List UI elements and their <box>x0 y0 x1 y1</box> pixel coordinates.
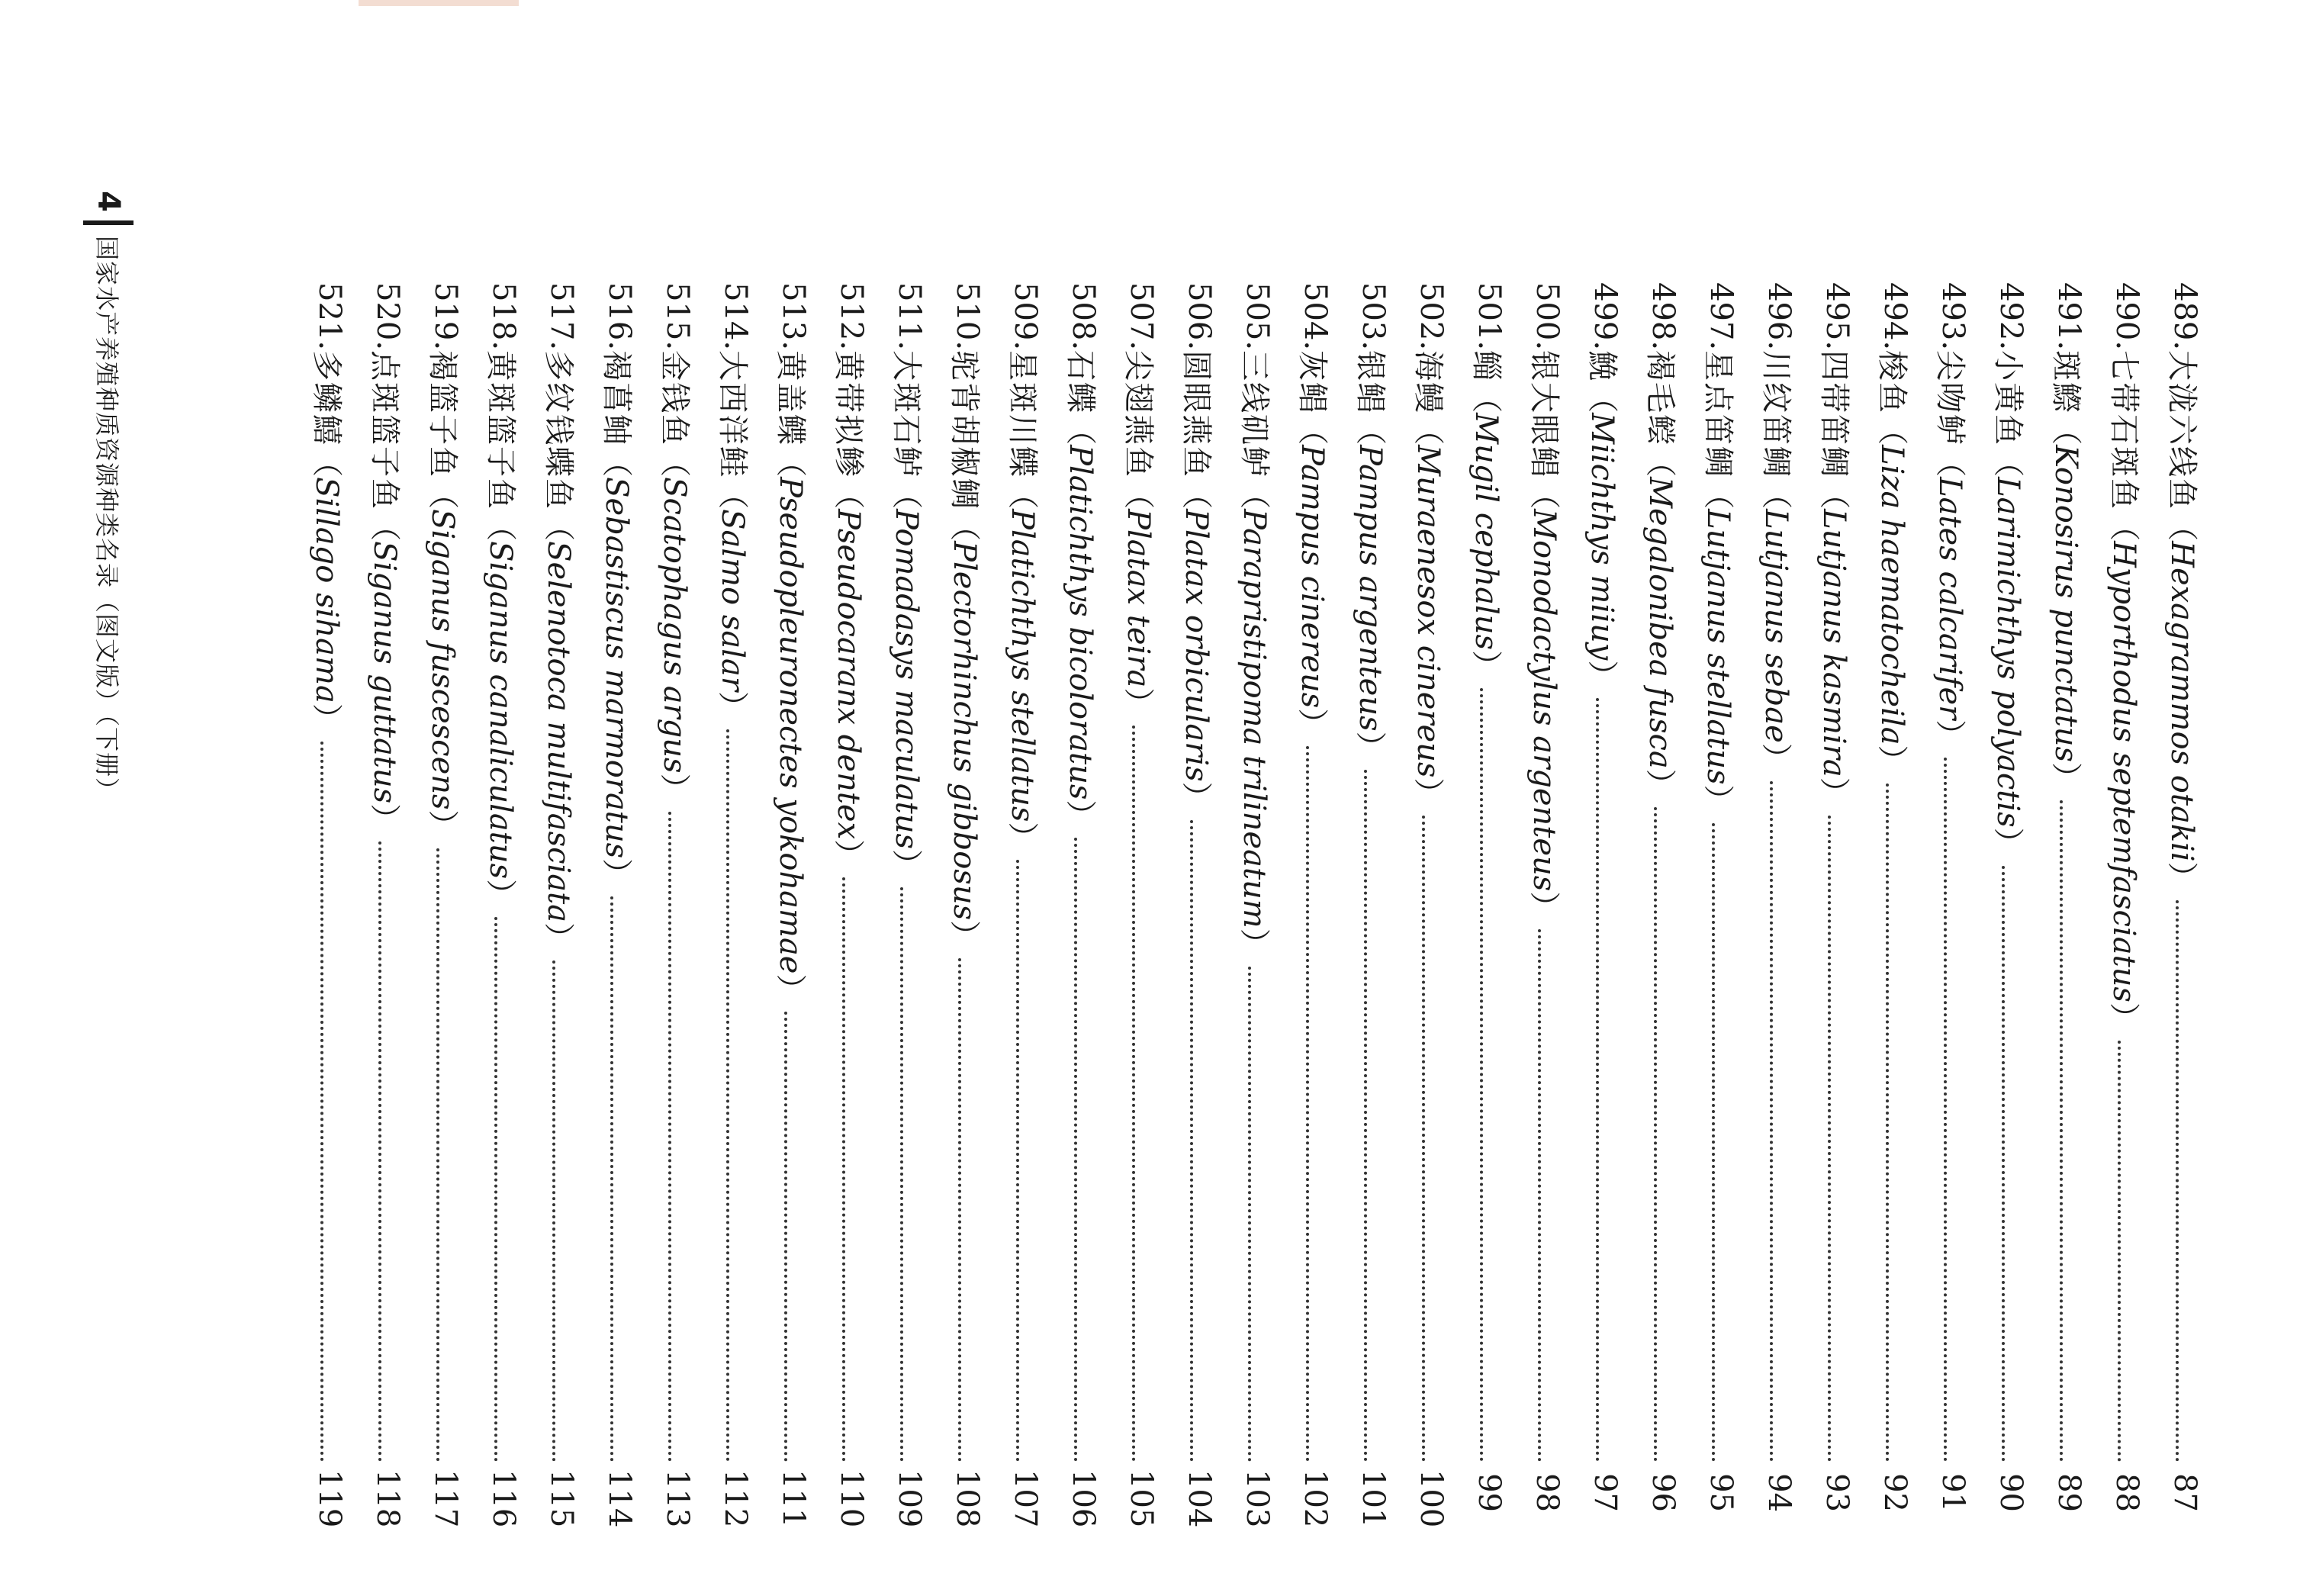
table-of-contents <box>301 282 2214 1528</box>
entry-page-number: 115 <box>544 1469 579 1528</box>
entry-page-number: 111 <box>776 1469 811 1528</box>
scientific-name-text: Pampus argenteus <box>1353 445 1388 732</box>
scientific-name: （Selenotoca multifasciata） <box>541 510 577 954</box>
entry-number: 509. <box>1008 282 1043 351</box>
entry-page-number: 87 <box>2167 1473 2202 1512</box>
header-divider <box>83 220 133 225</box>
toc-entry <box>1170 282 1228 1528</box>
dot-leader <box>1944 758 1947 1462</box>
entry-page-number: 99 <box>1472 1473 1507 1512</box>
entry-page-number: 100 <box>1414 1469 1449 1528</box>
scientific-name-text: Parapristipoma trilineatum <box>1237 509 1272 928</box>
dot-leader <box>436 848 439 1462</box>
scientific-name: （Monodactylus argenteus） <box>1526 478 1562 922</box>
common-name: 大西洋鲑 <box>715 350 751 479</box>
common-name: 黄带拟鲹 <box>831 350 867 479</box>
scientific-name-text: Megalonibea fusca <box>1642 477 1678 769</box>
entry-number: 518. <box>486 282 521 351</box>
common-name: 梭鱼 <box>1874 350 1910 415</box>
dot-leader <box>1422 816 1425 1462</box>
common-name: 尖翅燕鱼 <box>1121 350 1156 479</box>
common-name: 多鳞鱚 <box>309 350 345 447</box>
scientific-name-text: Salmo salar <box>715 509 751 691</box>
scientific-name: （Platax teira） <box>1121 478 1156 719</box>
scientific-name: （Hexagrammos otakii） <box>2164 510 2200 893</box>
scientific-name: （Siganus fuscescens） <box>425 478 461 841</box>
scientific-name: （Siganus guttatus） <box>367 510 403 835</box>
scientific-name-text: Lutjanus kasmira <box>1816 509 1852 777</box>
scientific-name-text: Muraenesox cinereus <box>1411 445 1446 778</box>
toc-entry <box>359 282 417 1528</box>
toc-entry <box>1402 282 1460 1528</box>
toc-entry <box>1634 282 1692 1512</box>
scientific-name-text: Miichthys miiuy <box>1584 413 1620 661</box>
toc-entry <box>532 282 590 1528</box>
dot-leader <box>1364 770 1367 1462</box>
scientific-name-text: Sillago sihama <box>309 477 345 703</box>
common-name: 尖吻鲈 <box>1932 350 1968 447</box>
common-name: 三线矶鲈 <box>1237 350 1272 479</box>
common-name: 圆眼燕鱼 <box>1179 350 1214 479</box>
entry-number: 498. <box>1645 282 1681 351</box>
entry-number: 520. <box>370 282 405 351</box>
scientific-name: （Salmo salar） <box>715 478 751 722</box>
common-name: 鲻 <box>1468 350 1504 383</box>
scientific-name-text: Platax orbicularis <box>1179 509 1214 782</box>
common-name: 多纹钱蝶鱼 <box>541 350 577 511</box>
toc-entry <box>590 282 648 1528</box>
entry-number: 501. <box>1472 282 1507 351</box>
entry-page-number: 106 <box>1066 1469 1101 1528</box>
entry-page-number: 107 <box>1008 1469 1043 1528</box>
dot-leader <box>842 877 845 1462</box>
scientific-name: （Sillago sihama） <box>309 446 345 734</box>
entry-page-number: 112 <box>718 1469 753 1528</box>
dot-leader <box>2176 900 2179 1462</box>
dot-leader <box>2118 1041 2121 1462</box>
common-name: 小黄鱼 <box>1990 350 2026 447</box>
dot-leader <box>900 887 903 1462</box>
entry-number: 493. <box>1935 282 1970 351</box>
toc-entry <box>1982 282 2040 1512</box>
scientific-name: （Pseudopleuronectes yokohamae） <box>773 446 809 1005</box>
entry-number: 521. <box>312 282 347 351</box>
entry-page-number: 108 <box>950 1469 985 1528</box>
scientific-name-text: Scatophagus argus <box>657 477 693 774</box>
entry-page-number: 103 <box>1240 1469 1275 1528</box>
entry-page-number: 104 <box>1182 1469 1217 1528</box>
entry-page-number: 90 <box>1993 1473 2028 1512</box>
scientific-name-text: Monodactylus argenteus <box>1526 509 1562 892</box>
dot-leader <box>320 742 323 1462</box>
entry-number: 517. <box>544 282 579 351</box>
common-name: 四带笛鲷 <box>1816 350 1852 479</box>
dot-leader <box>1248 967 1251 1462</box>
dot-leader <box>494 917 497 1462</box>
scientific-name-text: Siganus fuscescens <box>425 509 461 810</box>
common-name: 灰鲳 <box>1295 350 1330 415</box>
entry-number: 512. <box>834 282 869 351</box>
entry-number: 507. <box>1124 282 1159 351</box>
toc-entry <box>1750 282 1808 1512</box>
running-header <box>82 187 135 1255</box>
scientific-name: （Pseudocaranx dentex） <box>831 478 867 870</box>
entry-number: 489. <box>2167 282 2202 351</box>
scientific-name-text: Hyporthodus septemfasciatus <box>2106 541 2142 1002</box>
scientific-name-text: Mugil cephalus <box>1468 413 1504 651</box>
scientific-name: （Plectorhinchus gibbosus） <box>947 510 983 951</box>
common-name: 金钱鱼 <box>657 350 693 447</box>
toc-entry <box>474 282 532 1528</box>
entry-number: 506. <box>1182 282 1217 351</box>
entry-page-number: 118 <box>370 1469 405 1528</box>
entry-number: 508. <box>1066 282 1101 351</box>
toc-entry <box>938 282 996 1528</box>
toc-entry <box>2156 282 2214 1512</box>
scientific-name-text: Lutjanus stellatus <box>1700 509 1736 785</box>
entry-number: 516. <box>602 282 637 351</box>
entry-page-number: 91 <box>1935 1473 1970 1512</box>
scientific-name-text: Pampus cinereus <box>1295 445 1330 709</box>
entry-number: 510. <box>950 282 985 351</box>
scientific-name: （Platax orbicularis） <box>1179 478 1214 812</box>
scientific-name: （Hyporthodus septemfasciatus） <box>2106 510 2142 1033</box>
dot-leader <box>378 841 381 1462</box>
entry-number: 515. <box>660 282 695 351</box>
entry-page-number: 89 <box>2051 1473 2086 1512</box>
toc-entry <box>1286 282 1344 1528</box>
toc-entry <box>1692 282 1750 1512</box>
common-name: 石鲽 <box>1063 350 1099 415</box>
common-name: 大泷六线鱼 <box>2164 350 2200 511</box>
scientific-name: （Lutjanus sebae） <box>1758 478 1794 774</box>
scientific-name-text: Pomadasys maculatus <box>889 509 925 849</box>
dot-leader <box>1770 781 1773 1462</box>
entry-number: 504. <box>1298 282 1333 351</box>
entry-number: 496. <box>1761 282 1797 351</box>
entry-number: 513. <box>776 282 811 351</box>
entry-number: 494. <box>1877 282 1912 351</box>
toc-entry <box>1228 282 1286 1528</box>
dot-leader <box>1886 784 1889 1462</box>
toc-entry <box>706 282 764 1528</box>
toc-entry <box>822 282 880 1528</box>
toc-entry <box>417 282 474 1528</box>
scientific-name: （Megalonibea fusca） <box>1642 446 1678 800</box>
dot-leader <box>1132 726 1135 1462</box>
entry-number: 497. <box>1703 282 1739 351</box>
entry-number: 503. <box>1356 282 1391 351</box>
scientific-name-text: Platax teira <box>1121 509 1156 688</box>
entry-page-number: 117 <box>428 1469 463 1528</box>
entry-number: 499. <box>1587 282 1623 351</box>
scientific-name: （Parapristipoma trilineatum） <box>1237 478 1272 959</box>
dot-leader <box>726 729 729 1462</box>
scientific-name: （Konosirus punctatus） <box>2048 414 2084 793</box>
dot-leader <box>1306 746 1309 1462</box>
page-number: 4 <box>91 191 126 212</box>
common-name: 七带石斑鱼 <box>2106 350 2142 511</box>
common-name: 海鳗 <box>1411 350 1446 415</box>
common-name: 鮸 <box>1584 350 1620 383</box>
entry-page-number: 97 <box>1587 1473 1623 1512</box>
scientific-name-text: Larimichthys polyactis <box>1990 477 2026 828</box>
common-name: 川纹笛鲷 <box>1758 350 1794 479</box>
entry-page-number: 102 <box>1298 1469 1333 1528</box>
scientific-name: （Pomadasys maculatus） <box>889 478 925 880</box>
toc-entry <box>1924 282 1982 1512</box>
scientific-name-text: Hexagrammos otakii <box>2164 541 2200 862</box>
scientific-name-text: Siganus guttatus <box>367 541 403 804</box>
entry-page-number: 95 <box>1703 1473 1739 1512</box>
toc-entry <box>301 282 359 1528</box>
dot-leader <box>784 1012 787 1462</box>
entry-page-number: 105 <box>1124 1469 1159 1528</box>
scientific-name: （Liza haematocheila） <box>1874 414 1910 776</box>
dot-leader <box>1712 823 1715 1462</box>
dot-leader <box>1190 820 1193 1462</box>
scientific-name: （Lutjanus kasmira） <box>1816 478 1852 808</box>
dot-leader <box>552 960 555 1462</box>
scientific-name-text: Pseudopleuronectes yokohamae <box>773 477 809 974</box>
entry-page-number: 116 <box>486 1469 521 1528</box>
dot-leader <box>610 896 613 1462</box>
entry-number: 519. <box>428 282 463 351</box>
common-name: 黄盖鲽 <box>773 350 809 447</box>
entry-number: 502. <box>1414 282 1449 351</box>
scientific-name-text: Sebastiscus marmoratus <box>599 477 635 859</box>
entry-page-number: 98 <box>1530 1473 1565 1512</box>
scientific-name: （Sebastiscus marmoratus） <box>599 446 635 890</box>
entry-page-number: 96 <box>1645 1473 1681 1512</box>
common-name: 星斑川鲽 <box>1005 350 1041 479</box>
dot-leader <box>1828 816 1831 1462</box>
common-name: 大斑石鲈 <box>889 350 925 479</box>
scientific-name-text: Pseudocaranx dentex <box>831 509 867 840</box>
scientific-name: （Pampus cinereus） <box>1295 414 1330 739</box>
scientific-name-text: Platichthys stellatus <box>1005 509 1041 822</box>
toc-entry <box>1112 282 1170 1528</box>
scientific-name: （Pampus argenteus） <box>1353 414 1388 762</box>
entry-number: 511. <box>892 282 927 351</box>
common-name: 褐毛鲿 <box>1642 350 1678 447</box>
running-title: 国家水产养殖种质资源种类名录（图文版）（下册） <box>92 236 121 803</box>
entry-page-number: 110 <box>834 1469 869 1528</box>
scientific-name-text: Selenotoca multifasciata <box>541 541 577 923</box>
scientific-name: （Siganus canaliculatus） <box>483 510 519 910</box>
entry-page-number: 113 <box>660 1469 695 1528</box>
entry-number: 495. <box>1819 282 1854 351</box>
common-name: 银大眼鲳 <box>1526 350 1562 479</box>
dot-leader <box>2002 866 2005 1462</box>
dot-leader <box>1074 838 1077 1462</box>
entry-number: 514. <box>718 282 753 351</box>
dot-leader <box>958 958 961 1462</box>
dot-leader <box>1654 807 1657 1462</box>
dot-leader <box>1538 929 1541 1462</box>
toc-entry <box>1808 282 1866 1512</box>
scientific-name-text: Platichthys bicoloratus <box>1063 445 1099 800</box>
toc-entry <box>764 282 822 1528</box>
common-name: 褐菖鲉 <box>599 350 635 447</box>
entry-page-number: 101 <box>1356 1469 1391 1528</box>
entry-number: 491. <box>2051 282 2086 351</box>
scientific-name-text: Konosirus punctatus <box>2048 445 2084 763</box>
entry-page-number: 92 <box>1877 1473 1912 1512</box>
common-name: 银鲳 <box>1353 350 1388 415</box>
scientific-name: （Lutjanus stellatus） <box>1700 478 1736 816</box>
scientific-name: （Mugil cephalus） <box>1468 382 1504 681</box>
dot-leader <box>2060 800 2063 1462</box>
dot-leader <box>1480 688 1483 1462</box>
entry-page-number: 93 <box>1819 1473 1854 1512</box>
common-name: 星点笛鲷 <box>1700 350 1736 479</box>
entry-page-number: 109 <box>892 1469 927 1528</box>
toc-entry <box>648 282 706 1528</box>
toc-entry <box>1866 282 1924 1512</box>
entry-page-number: 119 <box>312 1469 347 1528</box>
toc-entry <box>2098 282 2156 1512</box>
entry-page-number: 114 <box>602 1469 637 1528</box>
scientific-name-text: Lates calcarifer <box>1932 477 1968 720</box>
scientific-name-text: Siganus canaliculatus <box>483 541 519 880</box>
entry-number: 490. <box>2109 282 2144 351</box>
dot-leader <box>1596 698 1599 1462</box>
common-name: 驼背胡椒鲷 <box>947 350 983 511</box>
scientific-name: （Scatophagus argus） <box>657 446 693 804</box>
scientific-name: （Platichthys bicoloratus） <box>1063 414 1099 831</box>
dot-leader <box>1016 860 1019 1462</box>
toc-entry <box>1344 282 1402 1528</box>
scientific-name: （Miichthys miiuy） <box>1584 382 1620 691</box>
toc-entry <box>1460 282 1518 1512</box>
scientific-name-text: Lutjanus sebae <box>1758 509 1794 743</box>
scientific-name-text: Plectorhinchus gibbosus <box>947 541 983 921</box>
scientific-name: （Platichthys stellatus） <box>1005 478 1041 853</box>
entry-page-number: 88 <box>2109 1473 2144 1512</box>
common-name: 黄斑篮子鱼 <box>483 350 519 511</box>
scientific-name: （Lates calcarifer） <box>1932 446 1968 751</box>
common-name: 点斑篮子鱼 <box>367 350 403 511</box>
toc-entry <box>880 282 938 1528</box>
toc-entry <box>1576 282 1634 1512</box>
toc-entry <box>1054 282 1112 1528</box>
toc-entry <box>2040 282 2098 1512</box>
dot-leader <box>668 812 671 1462</box>
toc-entry <box>996 282 1054 1528</box>
scientific-name: （Larimichthys polyactis） <box>1990 446 2026 858</box>
entry-page-number: 94 <box>1761 1473 1797 1512</box>
entry-number: 505. <box>1240 282 1275 351</box>
entry-number: 492. <box>1993 282 2028 351</box>
common-name: 斑鰶 <box>2048 350 2084 415</box>
common-name: 褐篮子鱼 <box>425 350 461 479</box>
entry-number: 500. <box>1530 282 1565 351</box>
scientific-name: （Muraenesox cinereus） <box>1411 414 1446 809</box>
scientific-name-text: Liza haematocheila <box>1874 445 1910 745</box>
toc-entry <box>1518 282 1576 1512</box>
